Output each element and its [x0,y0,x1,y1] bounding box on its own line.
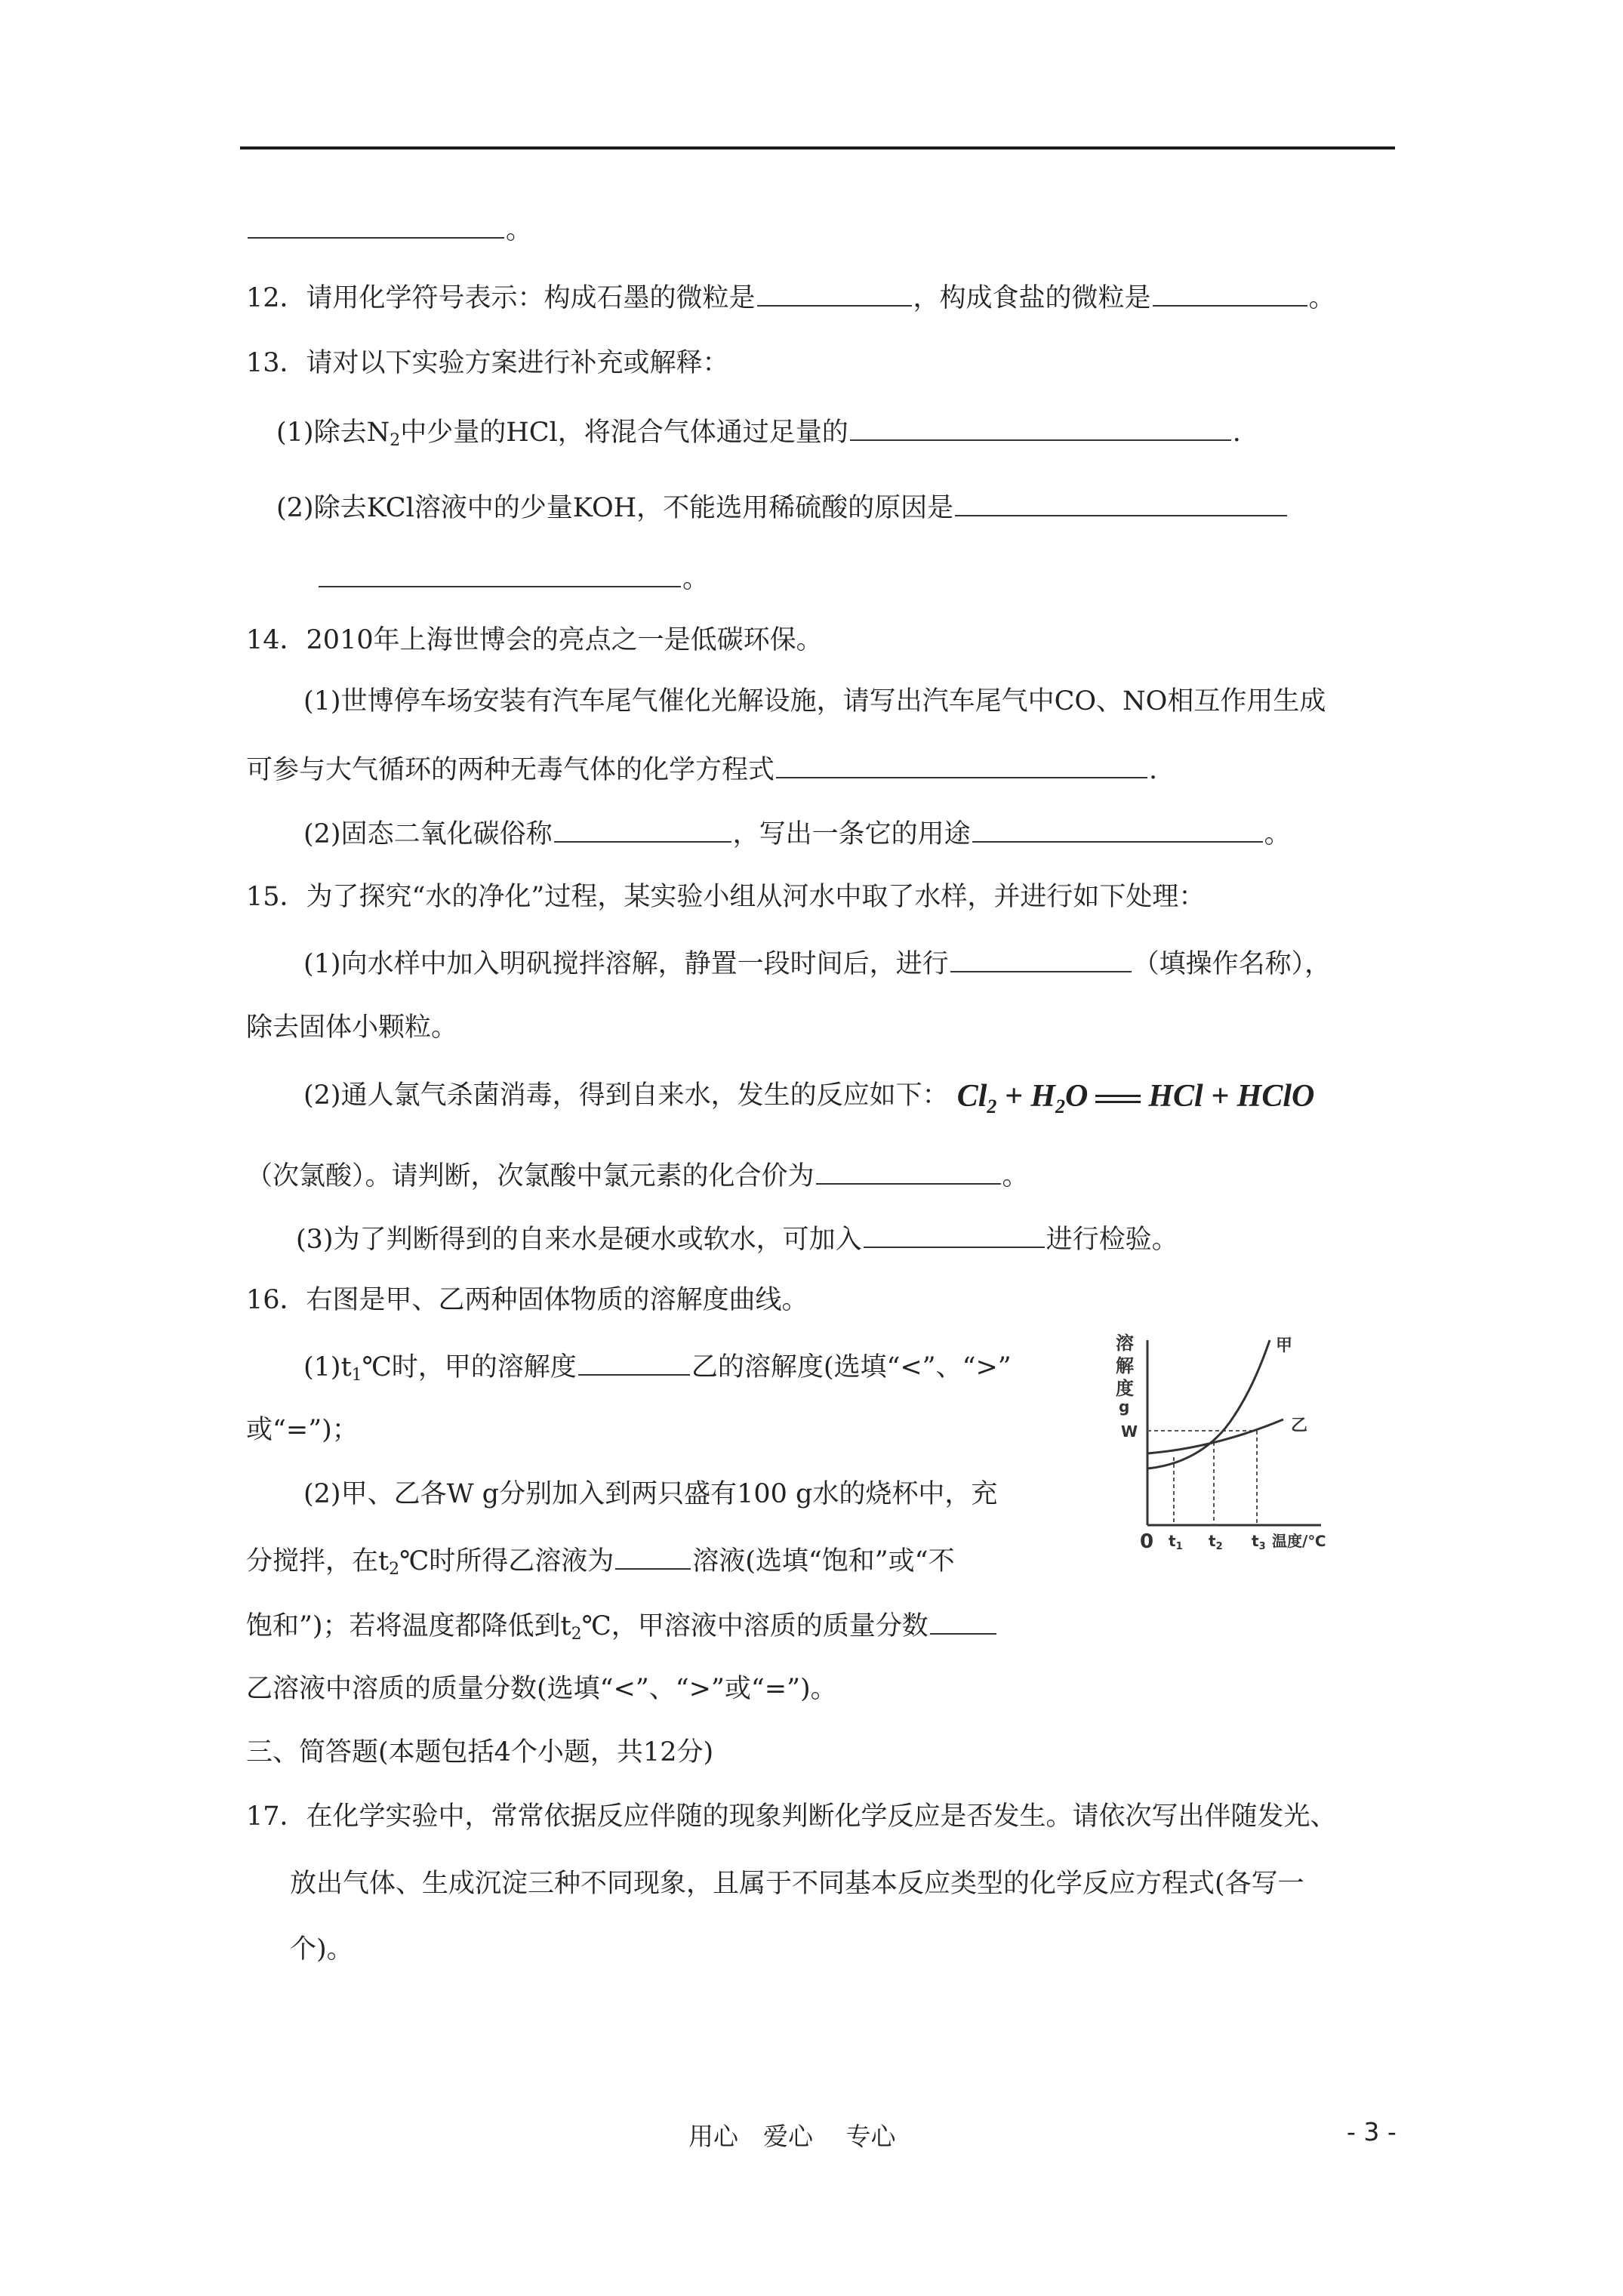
answer-blank[interactable] [864,1221,1045,1248]
question-12: 12．请用化学符号表示：构成石墨的微粒是 ，构成食盐的微粒是 。 [246,279,1335,315]
question-14-part2: (2)固态二氧化碳俗称 ，写出一条它的用途 。 [303,815,1291,851]
w-label: W [1121,1422,1138,1441]
q11-tail: 。 [246,211,532,247]
t3-label: $t_3$ [1252,1532,1266,1552]
x-label: 温度/℃ [1272,1532,1326,1550]
t1-label: $t_1$ [1169,1532,1183,1552]
question-15-stem: 15．为了探究“水的净化”过程，某实验小组从河水中取了水样，并进行如下处理： [246,882,1206,912]
curve-yi [1147,1419,1283,1453]
curve-jia [1147,1340,1270,1469]
answer-blank[interactable] [930,1607,996,1635]
question-16-part2-cont: 分搅拌，在$t_2℃$时所得乙溶液为 溶液(选填“饱和”或“不 [246,1542,955,1578]
question-16-part2-cont3: 乙溶液中溶质的质量分数(选填“<”、“>”或“=”)。 [246,1674,837,1704]
question-15-part2: (2)通人氯气杀菌消毒，得到自来水，发生的反应如下： $Cl_2 + H_2O$ HCl + HClO [303,1079,1315,1117]
answer-blank[interactable] [248,211,504,239]
question-16-part1-cont: 或“=”)； [246,1415,359,1445]
t2-label: $t_2$ [1209,1532,1223,1552]
y-label-3: 度 [1116,1378,1134,1399]
question-16-stem: 16．右图是甲、乙两种固体物质的溶解度曲线。 [246,1285,808,1315]
answer-blank[interactable] [319,560,681,587]
question-16-part2-cont2: 饱和”)；若将温度都降低到$t_2℃$，甲溶液中溶质的质量分数 [246,1607,998,1643]
question-13-part2-cont: 。 [317,560,709,596]
answer-blank[interactable] [757,279,912,307]
question-14-part1-cont: 可参与大气循环的两种无毒气体的化学方程式 . [246,751,1157,787]
answer-blank[interactable] [1153,279,1307,307]
question-14-part1: (1)世博停车场安装有汽车尾气催化光解设施，请写出汽车尾气中CO、NO相互作用生成 [303,686,1326,717]
curve-jia-label: 甲 [1276,1336,1293,1355]
question-17-line3: 个)。 [290,1934,353,1965]
question-15-part3: (3)为了判断得到的自来水是硬水或软水，可加入 进行检验。 [296,1221,1178,1256]
question-14-stem: 14．2010年上海世博会的亮点之一是低碳环保。 [246,625,823,655]
y-label-2: 解 [1116,1355,1134,1376]
question-16-part2: (2)甲、乙各W g分别加入到两只盛有100 g水的烧杯中，充 [303,1479,998,1509]
section-3-heading: 三、简答题(本题包括4个小题，共12分) [246,1737,714,1767]
question-13-stem: 13．请对以下实验方案进行补充或解释： [246,348,729,378]
question-13-part2: (2)除去KCl溶液中的少量KOH，不能选用稀硫酸的原因是 [276,489,1289,525]
question-16-part1: $(1)t_1℃$时，甲的溶解度 乙的溶解度(选填“<”、“>” [303,1348,1012,1384]
question-17-line1: 17．在化学实验中，常常依据反应伴随的现象判断化学反应是否发生。请依次写出伴随发光、 [246,1801,1337,1832]
answer-blank[interactable] [955,489,1287,516]
answer-blank[interactable] [554,815,731,843]
answer-blank[interactable] [972,815,1263,843]
answer-blank[interactable] [776,751,1147,778]
solubility-curve-figure [1102,1325,1389,1552]
answer-blank[interactable] [615,1542,691,1570]
question-15-part1: (1)向水样中加入明矾搅拌溶解，静置一段时间后，进行 （填操作名称）， [303,945,1331,981]
equals-sign [1095,1091,1141,1107]
answer-blank[interactable] [950,945,1132,972]
answer-blank[interactable] [850,414,1231,441]
chemical-equation: $Cl_2 + H_2O$ HCl + HClO [956,1079,1315,1117]
page-number: - 3 - [1347,2117,1397,2147]
y-unit: g [1119,1398,1130,1416]
origin-label: 0 [1140,1530,1154,1552]
footer-slogan: 用心 爱心 专心 [688,2122,896,2151]
header-rule [240,146,1395,149]
question-17-line2: 放出气体、生成沉淀三种不同现象，且属于不同基本反应类型的化学反应方程式(各写一 [290,1869,1304,1899]
answer-blank[interactable] [578,1348,690,1376]
curve-yi-label: 乙 [1291,1416,1308,1435]
y-label-1: 溶 [1116,1333,1134,1354]
question-15-part1-cont: 除去固体小颗粒。 [246,1012,458,1043]
question-15-part2-cont: （次氯酸）。请判断，次氯酸中氯元素的化合价为 。 [246,1157,1029,1193]
answer-blank[interactable] [816,1157,1001,1185]
question-13-part1: (1)除去$N_2$中少量的HCl，将混合气体通过足量的 . [276,414,1241,449]
